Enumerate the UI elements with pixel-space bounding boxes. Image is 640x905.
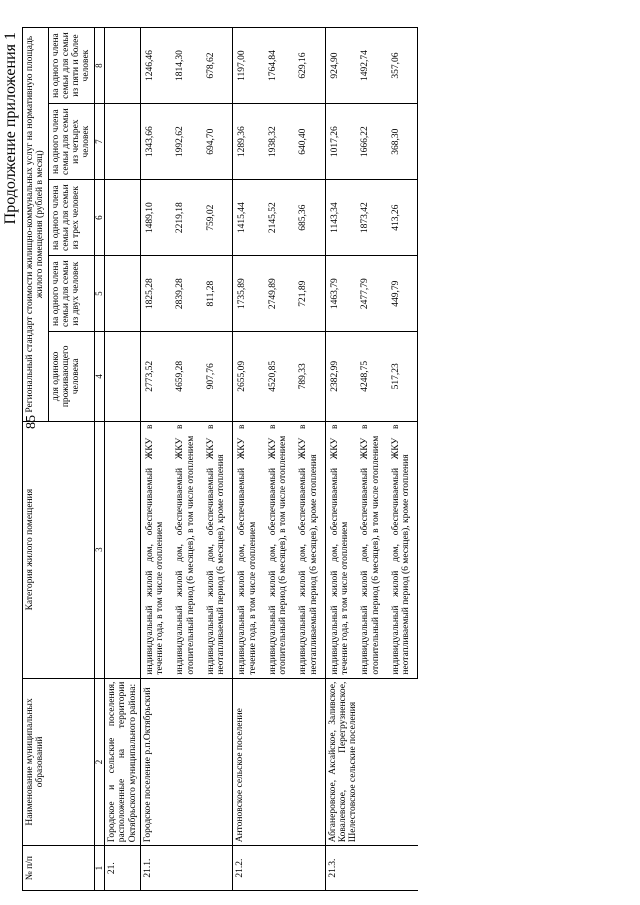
cost-value: 2219,18 xyxy=(171,180,202,256)
row-number: 21.2. xyxy=(233,846,326,891)
cost-value: 2655,09 xyxy=(233,332,264,421)
cost-value: 1492,74 xyxy=(356,28,387,104)
header-category: Категория жилого помещения xyxy=(23,421,95,678)
housing-category: индивидуальный жилой дом, обеспечиваемый ЖКУ в отопительный период (6 месяцев), в том числе отоплением xyxy=(171,421,202,678)
cost-value: 2749,89 xyxy=(264,256,295,332)
cost-value: 1463,79 xyxy=(325,256,356,332)
cost-value: 2839,28 xyxy=(171,256,202,332)
housing-category: индивидуальный жилой дом, обеспечиваемый ЖКУ в неотапливаемый период (6 месяцев), кроме отопления xyxy=(202,421,233,678)
cost-value: 4520,85 xyxy=(264,332,295,421)
cost-value: 1415,44 xyxy=(233,180,264,256)
header-standard-group: Региональный стандарт стоимости жилищно-коммунальных услуг на нормативную площадь жилого помещения (рублей в месяц) xyxy=(23,28,49,422)
col-index: 8 xyxy=(94,28,105,104)
cost-value: 449,79 xyxy=(387,256,418,332)
cost-value: 1873,42 xyxy=(356,180,387,256)
row-number: 21. xyxy=(105,846,141,891)
housing-category: индивидуальный жилой дом, обеспечиваемый ЖКУ в неотапливаемый период (6 месяцев), кроме отопления xyxy=(387,421,418,678)
cost-value: 368,30 xyxy=(387,104,418,180)
municipality-name: Антоновское сельское поселение xyxy=(233,678,326,846)
cost-value: 1143,34 xyxy=(325,180,356,256)
row-number: 21.1. xyxy=(140,846,233,891)
row-number: 21.3. xyxy=(325,846,418,891)
header-family3: на одного члена семьи для семьи из трех человек xyxy=(48,180,94,256)
col-index: 4 xyxy=(94,332,105,421)
cost-value: 1246,46 xyxy=(140,28,171,104)
cost-value: 2773,52 xyxy=(140,332,171,421)
header-municipality: Наименование муниципальных образований xyxy=(23,678,95,846)
housing-category: индивидуальный жилой дом, обеспечиваемый ЖКУ в отопительный период (6 месяцев), в том числе отоплением xyxy=(356,421,387,678)
col-index: 7 xyxy=(94,104,105,180)
cost-value: 1825,28 xyxy=(140,256,171,332)
housing-category: индивидуальный жилой дом, обеспечиваемый ЖКУ в течение года, в том числе отоплением xyxy=(325,421,356,678)
col-index: 6 xyxy=(94,180,105,256)
table-row xyxy=(233,28,264,891)
header-family2: на одного члена семьи для семьи из двух человек xyxy=(48,256,94,332)
cost-value: 924,90 xyxy=(325,28,356,104)
table-row xyxy=(140,28,171,891)
header-single: для одиноко проживающего человека xyxy=(48,332,94,421)
col-index: 1 xyxy=(94,846,105,891)
cost-value: 1017,26 xyxy=(325,104,356,180)
cost-value: 1666,22 xyxy=(356,104,387,180)
cost-value: 4248,75 xyxy=(356,332,387,421)
municipality-name: Городское и сельские поселения, расположенные на территории Октябрьского муниципального района: xyxy=(105,678,141,846)
municipality-name: Городское поселение р.п.Октябрьский xyxy=(140,678,233,846)
cost-value: 357,06 xyxy=(387,28,418,104)
cost-value: 1992,62 xyxy=(171,104,202,180)
cost-value: 413,26 xyxy=(387,180,418,256)
cost-value: 1938,32 xyxy=(264,104,295,180)
cost-value: 1489,10 xyxy=(140,180,171,256)
cost-value: 759,02 xyxy=(202,180,233,256)
cost-value: 1197,00 xyxy=(233,28,264,104)
appendix-caption: Продолжение приложения 1 xyxy=(2,32,19,225)
cost-value: 1764,84 xyxy=(264,28,295,104)
housing-category: индивидуальный жилой дом, обеспечиваемый ЖКУ в отопительный период (6 месяцев), в том числе отоплением xyxy=(264,421,295,678)
housing-category: индивидуальный жилой дом, обеспечиваемый ЖКУ в неотапливаемый период (6 месяцев), кроме отопления xyxy=(294,421,325,678)
page-number: 85 xyxy=(24,415,39,429)
header-family4: на одного члена семьи для семьи из четырех человек xyxy=(48,104,94,180)
cost-value: 811,28 xyxy=(202,256,233,332)
cost-value: 640,40 xyxy=(294,104,325,180)
housing-cost-table xyxy=(22,27,418,891)
cost-value: 789,33 xyxy=(294,332,325,421)
municipality-name: Абганеровское, Аксайское, Заливское, Ковалевское, Перегрузненское, Шелестовское сельские поселения xyxy=(325,678,418,846)
cost-value: 1735,89 xyxy=(233,256,264,332)
housing-category: индивидуальный жилой дом, обеспечиваемый ЖКУ в течение года, в том числе отоплением xyxy=(233,421,264,678)
cost-value: 685,36 xyxy=(294,180,325,256)
cost-value: 1289,36 xyxy=(233,104,264,180)
cost-value: 2382,99 xyxy=(325,332,356,421)
cost-value: 1343,66 xyxy=(140,104,171,180)
col-index: 3 xyxy=(94,421,105,678)
housing-category: индивидуальный жилой дом, обеспечиваемый ЖКУ в течение года, в том числе отоплением xyxy=(140,421,171,678)
col-index: 2 xyxy=(94,678,105,846)
cost-value: 1814,30 xyxy=(171,28,202,104)
header-family5: на одного члена семьи для семьи из пяти и более человек xyxy=(48,28,94,104)
table-row xyxy=(325,28,356,891)
header-num: № п/п xyxy=(23,846,95,891)
cost-value: 629,16 xyxy=(294,28,325,104)
col-index: 5 xyxy=(94,256,105,332)
cost-value: 2477,79 xyxy=(356,256,387,332)
cost-value: 678,62 xyxy=(202,28,233,104)
column-index-row xyxy=(94,28,105,891)
table-row xyxy=(105,28,141,891)
cost-value: 721,89 xyxy=(294,256,325,332)
cost-value: 4659,28 xyxy=(171,332,202,421)
cost-value: 517,23 xyxy=(387,332,418,421)
cost-value: 2145,52 xyxy=(264,180,295,256)
cost-value: 694,70 xyxy=(202,104,233,180)
cost-value: 907,76 xyxy=(202,332,233,421)
